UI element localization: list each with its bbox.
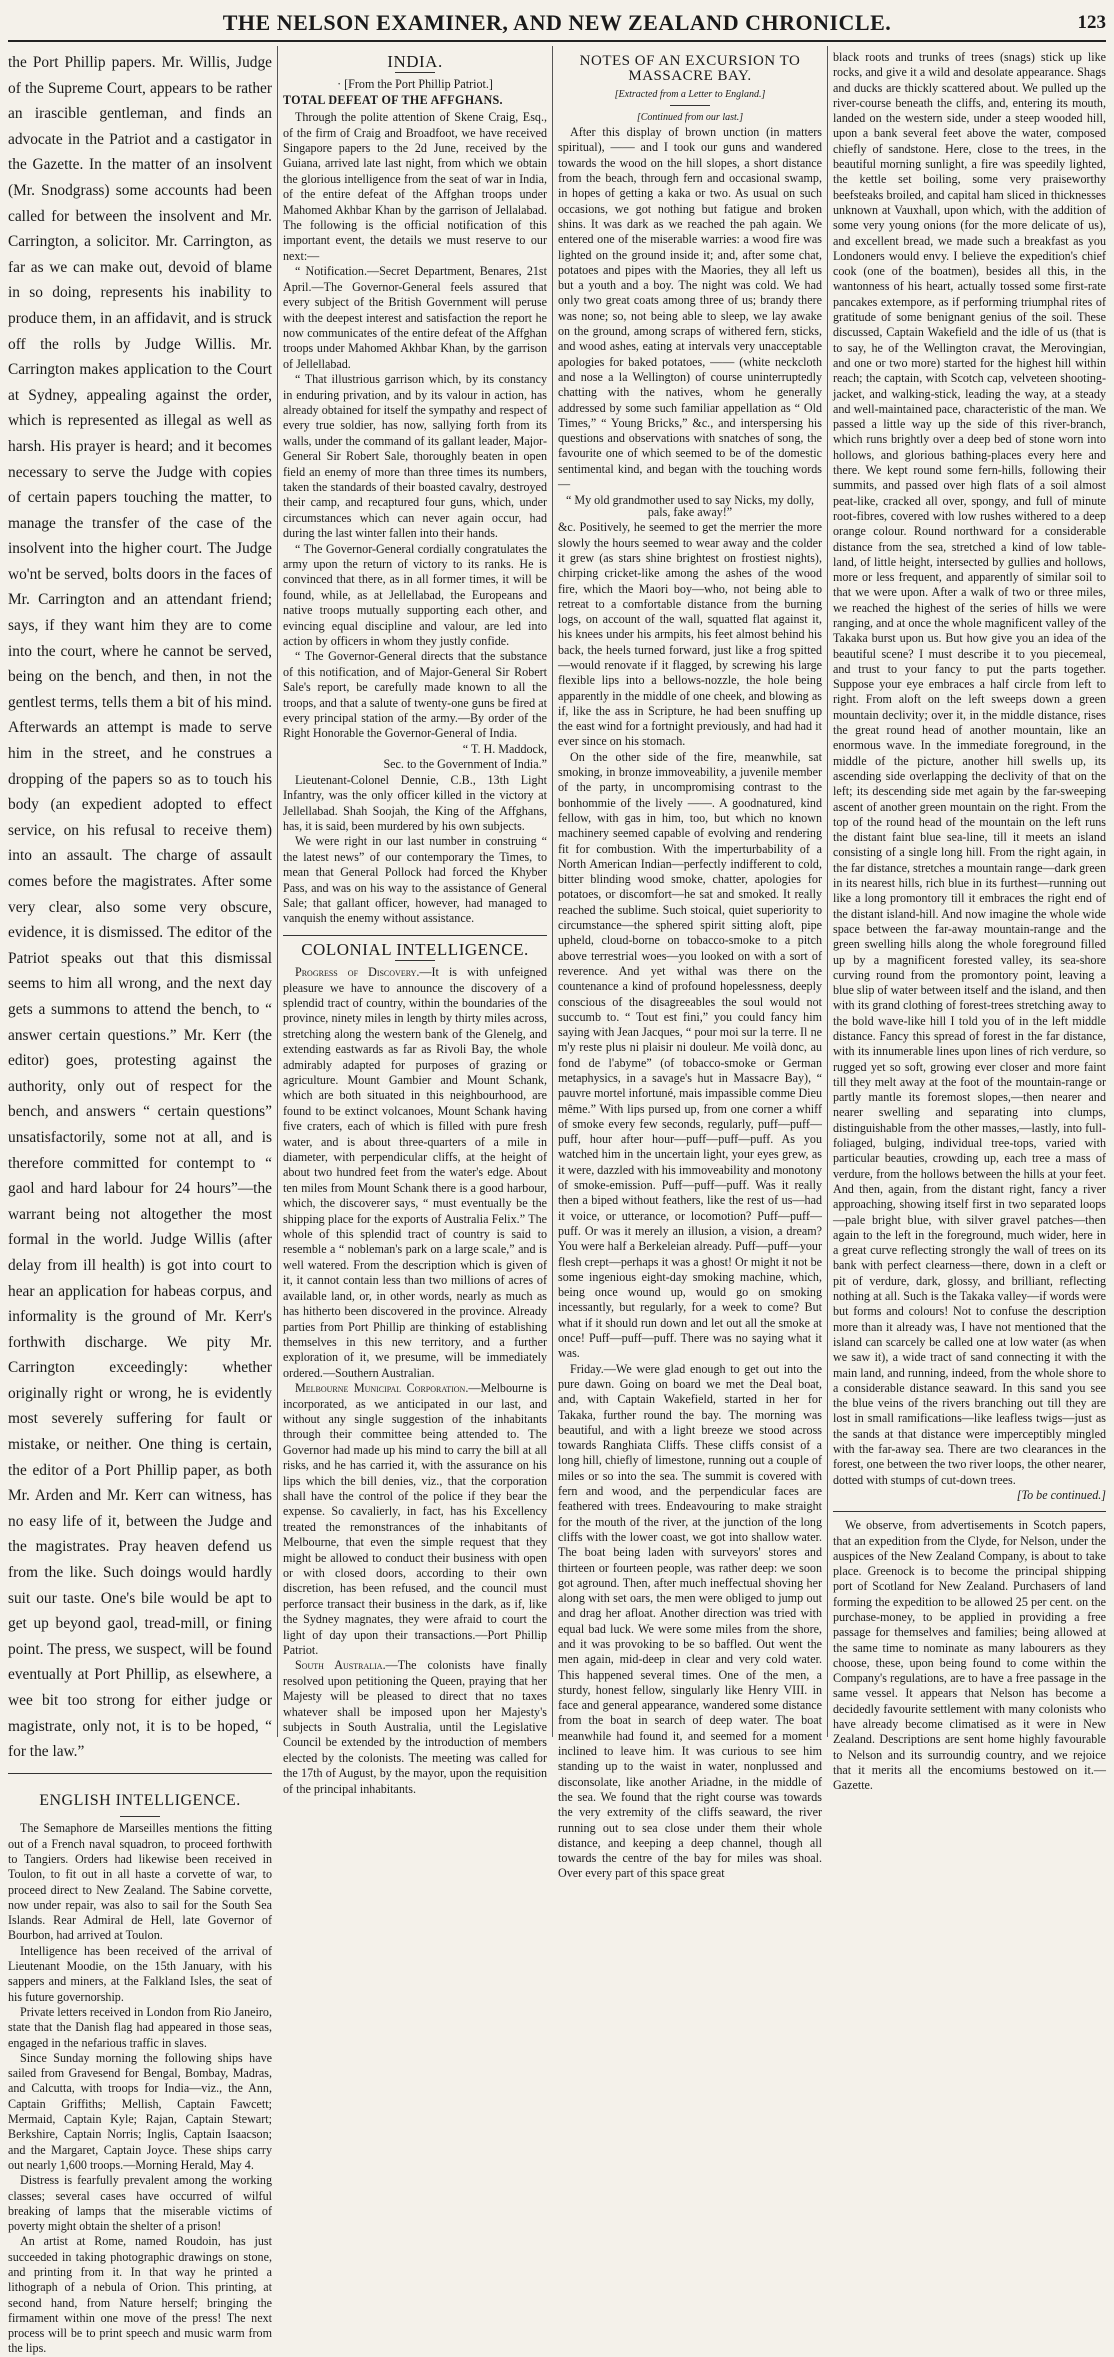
- page-number: 123: [1077, 12, 1106, 33]
- india-paragraph: “ Notification.—Secret Department, Benares, 21st April.—The Governor-General feels assured that every subject of the British Government will peruse with the deepest interest and satisfaction the report he now communicates of the entire defeat of the Affghan troops under Mahomed Akhbar Khan, by the garrison of Jellellabad.: [283, 264, 547, 371]
- india-source: · [From the Port Phillip Patriot.]: [337, 77, 493, 92]
- excursion-paragraph: Friday.—We were glad enough to get out into the pure dawn. Going on board we met the Deal boat, and, with Captain Wakefield, started in her for Takaka, further round the bay. The morning was beautiful, and with a light breeze we stood across towards Ranghiata Cliffs. These cliffs consist of a long hill, chiefly of limestone, running out a couple of miles or so into the sea. The summit is covered with fern and wood, and the perpendicular faces are feathered with trees. Endeavouring to make straight for the mouth of the river, at the junction of the long cliffs with the lower coast, we got into shallow water. The boat being laden with surveyors' stores and thirteen or fourteen people, was rather deep: we soon got aground. Then, after much ineffectual shoving her along with set oars, the men were obliged to jump out and drag her afloat. Another direction was tried with equal bad luck. We were some miles from the shore, and it was provoking to be so baffled. Out went the men again, mid-deep in clear and very cold water. This happened several times. One of the men, a sturdy, honest fellow, singularly like Henry VIII. in face and general appearance, wandered some distance from the boat in search of deep water. The boat meanwhile had found it, and seemed for a moment inclined to leave him. It was curious to see him standing up to the waist in water, nonplussed and disconsolate, like another Ariadne, in the middle of the sea. We found that the right course was towards the very extremity of the cliffs seaward, the river running out to sea close under them their whole distance, and keeping a deep channel, though all towards the centre of the bay for miles was shoal. Over every part of this space great: [558, 1361, 822, 1881]
- colonial-intelligence-heading: COLONIAL INTELLIGENCE.: [301, 939, 529, 959]
- section-rule: [283, 935, 547, 936]
- english-paragraph: Since Sunday morning the following ships have sailed from Gravesend for Bengal, Bombay, Madras, and Calcutta, with troops for India—viz., the Ann, Captain Griffiths; Mellish, Captain Fawcett; Mermaid, Captain Kyle; Rajan, Captain Stewart; Berkshire, Captain Norris; Inglis, Captain Isaacson; and the Margaret, Captain Joyce. These ships carry out nearly 1,600 troops.—Morning Herald, May 4.: [8, 2050, 272, 2172]
- melbourne-paragraph: [283, 1381, 547, 1658]
- progress-discovery-text: —It is with unfeigned pleasure we have to announce the discovery of a splendid tract of country, within the boundaries of the province, ninety miles in length by thirty miles across, stretching along the western bank of the Glenelg, and extending eastwards as far as Rivoli Bay, the whole admirably adapted for purposes of grazing or agriculture. Mount Gambier and Mount Schank, which are both situated in this neighbourhood, are found to be extinct volcanoes, Mount Schank having five craters, each of which is filled with pure fresh water, and is about three-quarters of a mile in diameter, with perpendicular cliffs, at the height of about two hundred feet from the water's edge. About ten miles from Mount Schank there is a good harbour, which, the discoverer says, “ must eventually be the shipping place for the exports of Australia Felix.” The whole of this splendid tract of country is said to resemble a “ nobleman's park on a large scale,” and is well watered. From the description which is given of it, it cannot contain less than two millions of acres of available land, or, in other words, nearly as much as has hitherto been discovered in the province. Already parties from Port Phillip are thinking of establishing themselves in this new territory, and a further exploration of it, we presume, will be immediately ordered.—Southern Australian.: [283, 965, 547, 1380]
- south-australia-text: —The colonists have finally resolved upon petitioning the Queen, praying that her Majesty will be pleased to direct that no taxes whatever shall be imposed upon her Majesty's subjects in South Australia, until the Legislative Council be extended by the introduction of members elected by the colonists. The meeting was called for the 17th of August, by the mayor, upon the requisition of the principal inhabitants.: [283, 1658, 547, 1796]
- column-4: [833, 50, 1106, 1793]
- masthead: [8, 6, 1106, 42]
- signature-name: “ T. H. Maddock,: [462, 741, 547, 756]
- newspaper-title: THE NELSON EXAMINER, AND NEW ZEALAND CHRONICLE.: [222, 10, 892, 35]
- defeat-headline: TOTAL DEFEAT OF THE AFFGHANS.: [283, 92, 503, 107]
- excursion-source: [Extracted from a Letter to England.]: [614, 88, 766, 100]
- column-1: [8, 50, 272, 2356]
- india-paragraph: Lieutenant-Colonel Dennie, C.B., 13th Light Infantry, was the only officer killed in the victory at Jellellabad. Shah Soojah, the King of the Affghans, has, it is said, been murdered by his own subjects.: [283, 772, 547, 833]
- english-paragraph: An artist at Rome, named Roudoin, has just succeeded in taking photographic drawings on stone, and printing from it. In that way he printed a lithograph of a nebula of Orion. This printing, at second hand, from Nature herself; bringing the firmament within one move of the press! The next process will be to print speech and music warm from the lips.: [8, 2234, 272, 2356]
- english-paragraph: Private letters received in London from Rio Janeiro, state that the Danish flag had appeared in those seas, engaged in the nefarious traffic in slaves.: [8, 2004, 272, 2050]
- heading-rule: [120, 1816, 160, 1817]
- song-verse: “ My old grandmother used to say Nicks, my dolly, pals, fake away!”: [565, 493, 815, 520]
- english-paragraph: The Semaphore de Marseilles mentions the fitting out of a French naval squadron, to proceed forthwith to Tangiers. Orders had likewise been received in Toulon, to fit out in all haste a corvette of war, to proceed direct to New Zealand. The Sabine corvette, now under repair, was also to sail for the South Sea Islands. Rear Admiral de Hell, late Governor of Bourbon, had arrived at Toulon.: [8, 1821, 272, 1943]
- india-paragraph: “ The Governor-General cordially congratulates the army upon the return of victory to its ranks. He is convinced that there, as in all former times, it will be found, while, as at Jellellabad, the Europeans and native troops mutually supporting each other, and evincing equal discipline and valour, are led into action by officers in whom they justly confide.: [283, 541, 547, 649]
- english-paragraph: Intelligence has been received of the arrival of Lieutenant Moodie, on the 15th January, with his sappers and miners, at the Falkland Isles, the seat of his future governorship.: [8, 1943, 272, 2004]
- column-2: [283, 50, 547, 1796]
- progress-discovery-lead: Progress of Discovery.: [295, 965, 420, 980]
- india-paragraph: “ That illustrious garrison which, by its constancy in enduring privation, and by its valour in action, has already obtained for itself the sympathy and respect of every true soldier, has now, sallying forth from its walls, under the command of its gallant leader, Major-General Sir Robert Sale, thoroughly beaten in open field an enemy of more than three times its numbers, taken the standards of their boasted cavalry, destroyed their camp, and recaptured four guns, which, under circumstances which can never again occur, had during the last winter fallen into their hands.: [283, 372, 547, 541]
- column-rule: [827, 46, 828, 1737]
- column-rule: [277, 46, 278, 1737]
- india-paragraph: We were right in our last number in construing “ the latest news” of our contemporary the Times, to mean that General Pollock had forced the Khyber Pass, and was on his way to the assistance of General Sale; that gallant officer, however, had managed to vanquish the enemy without assistance.: [283, 834, 547, 926]
- heading-rule: [395, 72, 435, 73]
- excursion-paragraph: On the other side of the fire, meanwhile, sat smoking, in bronze immoveability, a juvenile member of the party, in uncompromising contrast to the bonhommie of the lively ——. A goodnatured, kind fellow, with gas in him, too, but which no known machinery seemed capable of evolving and rendering fit for combustion. With the imperturbability of a North American Indian—perfectly indifferent to cold, bitter blinding wood smoke, chatter, apologies for potatoes, or discomfort—he sat and smoked. It really reached the sublime. Such stoical, quiet superiority to circumstance—the sphered spirit sitting aloft, pipe upheld, cloud-borne on tobacco-smoke to a pitch above terrestrial woes—you looked on with a sort of reverence. And yet withal was there on the countenance a kind of profound hopelessness, deeply conscious of the disagreeables the soul would not succumb to. “ Tout est fini,” you could fancy him saying with Jean Jacques, “ pour moi sur la terre. Il ne m'y reste plus ni plaisir ni douleur. Me voilà donc, au fond de l'abyme” (of tobacco-smoke or German metaphysics, in a savage's hut in Massacre Bay), “ pauvre mortel infortuné, mais impassible comme Dieu même.” With lips pursed up, from one corner a whiff of smoke every few seconds, regularly, puff—puff—puff, hour after hour—puff—puff—puff. As you watched him in the uncertain light, your eyes grew, as it were, dazzled with his immoveability and monotony of smoke-emission. Puff—puff—puff. Was it really then a biped without feathers, like the rest of us—had it voice, or utterance, or locomotion? Puff—puff—puff. Or was it merely an illusion, a vision, a dream? You were half a Berkeleian already. Puff—puff—your flesh crept—perhaps it was a ghost! Or might it not be some ingenious eight-day smoking machine, which, being once wound up, would go on smoking incessantly, but regularly, for a week to come? But what if it should run down and let out all the smoke at once! Puff—puff—puff. There was no saying what it was.: [558, 749, 822, 1361]
- progress-discovery-paragraph: [283, 965, 547, 1381]
- india-paragraph: “ The Governor-General directs that the substance of this notification, and of Major-General Sir Robert Sale's report, be carefully made known to all the troops, and that a salute of twenty-one guns be fired at every principal station of the army.—By order of the Right Honorable the Governor-General of India.: [283, 649, 547, 741]
- excursion-heading: NOTES OF AN EXCURSION TO MASSACRE BAY.: [579, 53, 801, 85]
- melbourne-text: —Melbourne is incorporated, as we anticipated in our last, and without any single suggestion of the inhabitants through their committee being attended to. The Governor had made up his mind to carry the bill at all risks, and he has carried it, with the assurance on his lips which the bill denies, viz., that the corporation shall have the control of the police if they bear the expense. So cavalierly, in fact, has his Excellency treated the remonstrances of the inhabitants of Melbourne, that even the simple request that they might be allowed to conduct their business with open or with closed doors, according to their own discretion, has been refused, and the council must perforce transact their business in the dark, as if, like the Sydney magnates, they were afraid to court the light of day upon their transactions.—Port Phillip Patriot.: [283, 1381, 547, 1658]
- english-paragraph: Distress is fearfully prevalent among the working classes; several cases have occurred of wilful breaking of lamps that the miserable victims of poverty might obtain the shelter of a prison!: [8, 2173, 272, 2234]
- excursion-paragraph: &c. Positively, he seemed to get the merrier the more slowly the hours seemed to wear away and the colder it grew (as stars shine brightest on frostiest nights), chirping cricket-like among the ashes of the wood fire, which the Maori boy—who, not being able to retreat to a comfortable distance from the burning logs, on account of the wall, squatted flat against it, his knees under his armpits, his feet almost behind his back, the heels turned forward, just like a frog spitted—would renovate if it flagged, by screwing his large flexible lips into a bellows-nozzle, the hole being apparently in the middle of one cheek, and blowing as if, like the ass in Scripture, he had been snuffing up the east wind for a fortnight previously, and had had it ever since on his stomach.: [558, 520, 822, 749]
- excursion-paragraph: black roots and trunks of trees (snags) stick up like rocks, and give it a wild and desolate appearance. Shags and ducks are thickly scattered about. We pulled up the river-course beneath the cliffs, and, entering its mouth, landed on the western side, under a steep wooded hill, upon a bank several feet above the water, composed chiefly of sandstone. Here, close to the trees, in the beautiful morning sunlight, a fire was speedily lighted, the kettle set boiling, some very praiseworthy beefsteaks broiled, and capital ham sliced in thicknesses unknown at Vauxhall, upon which, with the addition of some very young onions (for the more delicate of us), and excellent bread, we made such a breakfast as you Londoners would envy. I believe the expedition's chief cook (one of the boatmen), besides all this, in the wantonness of his heart, actually tossed some first-rate pancakes extempore, as if performing triumphal rites of gratitude of some benignant genius of the soil. These discussed, Captain Wakefield and the idle of us (that is to say, he of the Wellington cravat, the Merovingian, and one or two more) started for the highest hill within reach; the captain, with Scotch cap, velveteen shooting-jacket, and walking-stick, leading the way, at a steady and well-maintained pace, characteristic of the man. We passed a little way up the side of this river-branch, which runs brightly over a deep bed of stone worn into hollows, and glorious bathing-places every here and there. We kept round some fern-hills, following their summits, and passed over high flats of a soil almost peat-like, cracked all over, spongy, and full of minute root-fibres, covered with low rushes withered to a deep orange colour. Round northward for a considerable distance from the sea, stretched a kind of low table-land, of little height, intersected by gullies and hollows, more or less frequent, and apparently of similar soil to that we were upon. After a walk of two or three miles, we reached the highest of the series of hills we were ranging, and at once the whole magnificent valley of the Takaka burst upon us. But how give you an idea of the beautiful scene? I must describe it to you piecemeal, and trust to your fancy to put the parts together. Suppose your eye embraces a half circle from left to right. From aloft on the left sweeps down a green mountain declivity; over it, in the middle distance, rises the great round head of another mountain, like an enormous wave. In the immediate foreground, in the middle of the picture, another hill swells up, its ascending side overlapping the declivity of that on the left; its descending side met again by the far-sweeping ascent of another green mountain on the right. From the top of the round head of the mountain on the left runs the distant faint blue sea-line, till it meets an island consisting of a single long hill. From the right again, in the far distance, stretches a mountain range—dark green in its nearest hills, rich blue in its furthest—running out like a long promontory till it embraces the right end of the distant island-hill. And now imagine the whole wide space between the far-away mountain-range and the green swelling hills along the whole foreground filled up by a magnificent forested valley, its sea-shore curving round from the promontory point, leaving a blue slip of water between itself and the island, and then with its grand clothing of forest-trees stretching away to the bold wave-like hill I told you of in the left middle distance. Fancy this spread of forest in the far distance, with its innumerable lines upon lines of rich verdure, so rugged yet so soft, growing ever closer and more faint till they melt away at the foot of the mountain-range or partly mantle its foremost slopes,—then nearer and nearer swelling and separating into clumps, distinguishable from the other masses,—lastly, into full-foliaged, bulging, individual tree-tops, varied with particular beauties, crowding up, each tree a mass of verdure, from the hollows between the hills at your feet. And then, again, from the distant right, fancy a river approaching, showing itself first in two separated loops—pale bright blue, with silver gravel patches—then again to the left in the foreground, much wider, here in a great curve reflecting strongly the wall of trees on its bank with perfect clearness—there, down in a cleft or pit of verdure, dark, glossy, and brilliant, reflecting nothing at all. Such is the Takaka valley—if words were but forms and colours! Not to confuse the description more than it already was, I have not mentioned that the island can scarcely be called one at low water (as when we saw it), a wide tract of sand connecting it with the main land, and running, indeed, from the whole shore to a considerable distance seaward. In this sand you see the blue veins of the rivers branching out till they are lost in small ramifications—like leafless twigs—just as the sands at that distance were imperceptibly mingled with the far-away sea. There are two clearances in the forest, one between the two river loops, the other nearer, dotted with stumps of cut-down trees.: [833, 50, 1106, 1487]
- india-heading: INDIA.: [387, 52, 443, 71]
- melbourne-lead: Melbourne Municipal Corporation.: [295, 1381, 469, 1396]
- clyde-expedition-paragraph: We observe, from advertisements in Scotch papers, that an expedition from the Clyde, for Nelson, under the auspices of the New Zealand Company, is about to take place. Greenock is to become the principal shipping port of Scotland for New Zealand. Purchasers of land forming the expedition to be allowed 25 per cent. on the purchase-money, to be applied in providing a free passage for themselves and families; being allowed at the same time to nominate as many labourers as they choose, these, upon being found to come within the Company's regulations, are to have a free passage in the same vessel. It appears that Nelson has become a decidedly favourite settlement with many colonists who have already become climatised as it were in New Zealand. Descriptions are sent home highly favourable to Nelson and its surroundig country, and we rejoice that it merits all the encomiums bestowed on it.—Gazette.: [833, 1518, 1106, 1793]
- port-phillip-article: the Port Phillip papers. Mr. Willis, Judge of the Supreme Court, appears to be rather an irascible gentleman, and finds an advocate in the Patriot and a castigator in the Gazette. In the matter of an insolvent (Mr. Snodgrass) some accounts had been called for between the insolvent and Mr. Carrington, a solicitor. Mr. Carrington, as far as we can make out, devoid of blame in so doing, represents his inability to produce them, in an affidavit, and is struck off the rolls by Judge Willis. Mr. Carrington makes application to the Court at Sydney, appealing against the order, which is represented as illegal as well as harsh. His prayer is heard; and it becomes necessary to serve the Judge with copies of certain papers touching the matter, to manage the transfer of the case of the insolvent into the higher court. The Judge wo'nt be served, bolts doors in the faces of Mr. Carrington and an attendant friend; says, if they want him they are to come into the court, where he cannot be served, being on the bench, and then, in not the gentlest terms, tells them a bit of his mind. Afterwards an attempt is made to serve him in the street, and he construes a dropping of the papers so as to touch his body (an expedient adopted to effect service, on his refusal to receive them) into an assault. The charge of assault comes before the magistrates. After some very clear, also some very obscure, evidence, it is dismissed. The editor of the Patriot speaks out that this dismissal seems to him all wrong, and the next day gets a summons to attend the bench, to “ answer certain questions.” Mr. Kerr (the editor) goes, protesting against the authority, only out of respect for the bench, and answers “ certain questions” unsatisfactorily, some not at all, and is therefore committed for contempt to “ gaol and hard labour for 24 hours”—the warrant being not altogether the most formal in the world. Judge Willis (after delay from ill health) is got into court to hear an application for habeas corpus, and informality is the ground of Mr. Kerr's forthwith discharge. We pity Mr. Carrington exceedingly: whether originally right or wrong, he is evidently most severely suffering for fault or mistake, or neither. One thing is certain, the editor of a Port Phillip paper, as both Mr. Arden and Mr. Kerr can witness, has no easy life of it, between the Judge and the magistrates. Pray heaven defend us from the like. Such doings would hardly suit our taste. One's bile would be apt to get up beyond gaol, tread-mill, or fining point. The press, we suspect, will be found eventually at Port Phillip, as elsewhere, a wee bit too strong for either judge or magistrate, only not, it is to be hoped, “ for the law.”: [8, 54, 272, 1761]
- excursion-paragraph: After this display of brown unction (in matters spiritual), —— and I took our guns and wandered towards the wood on the hill slopes, a short distance from the beach, through fern and occasional swamp, in hopes of getting a kaka or two. As usual on such occasions, we got nothing but fatigue and broken shins. It was dark as we reached the pah again. We entered one of the miserable warries: a wood fire was lighted on the ground inside it; and, after some chat, potatoes and pipes with the Maories, they all left us but a youth and a boy. The night was cold. We had only two great coats among three of us; brandy there was none; so, not being able to sleep, we lay awake on the ground, among scraps of withered fern, sticks, and wood ashes, eating at intervals very unacceptable apologies for baked potatoes, —— (white neckcloth and nose a la Wellington) of course uninterruptedly chatting with the natives, whom he generally addressed by some such familiar appellation as “ Old Times,” “ Young Bricks,” &c., and interspersing his questions and observations with snatches of song, the favourite one of which seemed to be of the domestic sentimental kind, and began with the touching words—: [558, 125, 822, 492]
- continued-note: [Continued from our last.]: [636, 111, 744, 123]
- english-intelligence-heading: ENGLISH INTELLIGENCE.: [39, 1791, 241, 1809]
- column-rule: [552, 46, 553, 1737]
- section-rule: [833, 1511, 1106, 1512]
- signature-title: Sec. to the Government of India.”: [383, 757, 547, 772]
- south-australia-paragraph: [283, 1658, 547, 1797]
- section-rule: [8, 1773, 272, 1774]
- india-paragraph: Through the polite attention of Skene Craig, Esq., of the firm of Craig and Broadfoot, we have received Singapore papers to the 2d June, received by the Guiana, arrived late last night, from which we obtain the glorious intelligence from the seat of war in India, of the entire defeat of the Affghan troops under Mahomed Akhbar Khan by the garrison of Jellalabad. The following is the official notification of this important event, the details we must reserve to our next:—: [283, 110, 547, 263]
- south-australia-lead: South Australia.: [295, 1658, 386, 1673]
- heading-rule: [395, 960, 435, 961]
- heading-rule: [670, 105, 710, 106]
- column-3: [558, 50, 822, 1881]
- to-be-continued-note: [To be continued.]: [1016, 1487, 1106, 1502]
